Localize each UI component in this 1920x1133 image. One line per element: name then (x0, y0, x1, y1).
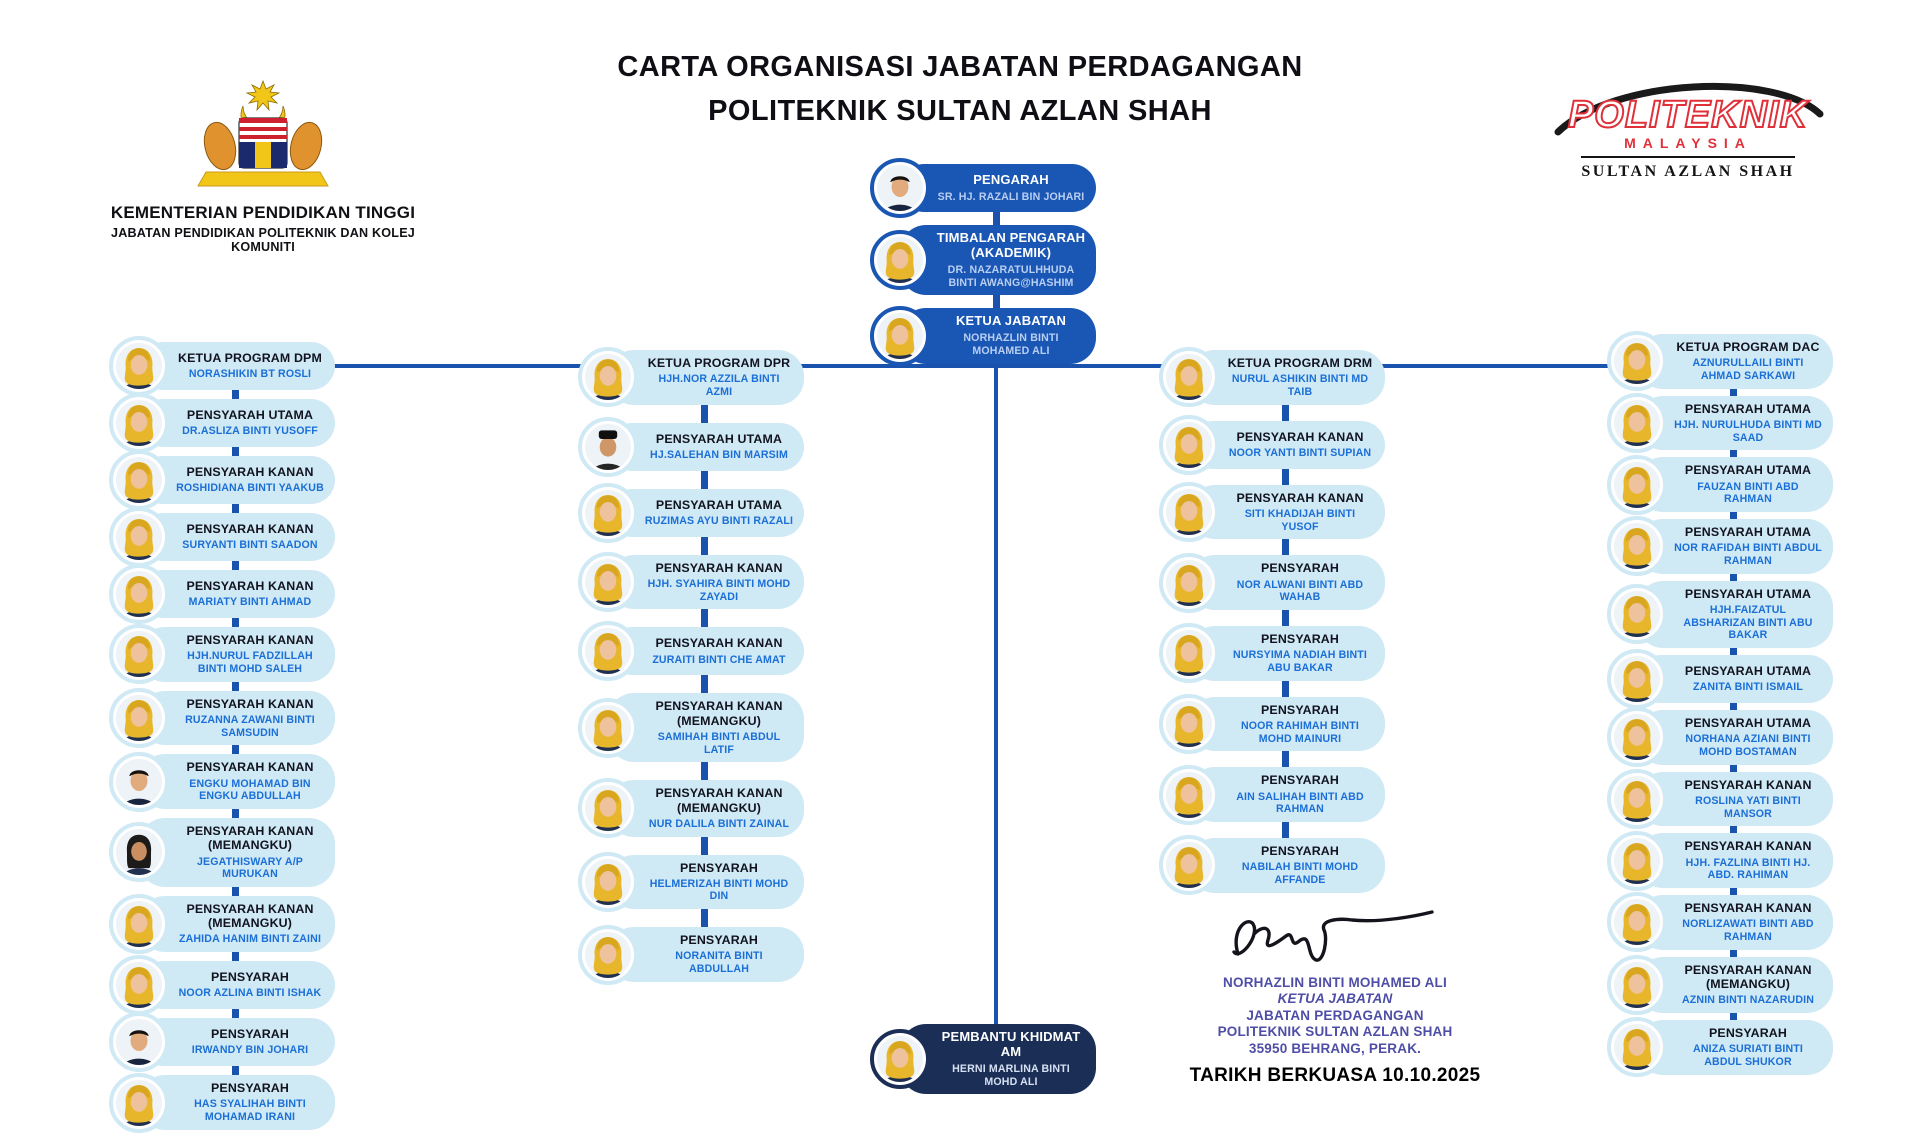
role-label: PENSYARAH KANAN (MEMANGKU) (186, 824, 314, 853)
polytechnic-logo (1548, 96, 1828, 181)
org-node (870, 1024, 1096, 1094)
person-name: SR. HJ. RAZALI BIN JOHARI (937, 190, 1085, 203)
person-name: ROSLINA YATI BINTI MANSOR (1695, 795, 1801, 820)
role-label: KETUA PROGRAM DPM (178, 351, 322, 366)
role-label: PENGARAH (973, 171, 1049, 187)
column-dpm (109, 342, 335, 1130)
connector-bar (1730, 826, 1737, 833)
connector-bar (1282, 539, 1289, 555)
org-node (578, 693, 804, 762)
org-node (1607, 396, 1833, 451)
role-label: PENSYARAH (1260, 561, 1339, 576)
role-label: PENSYARAH KANAN (1684, 901, 1812, 916)
person-name: SURYANTI BINTI SAADON (182, 539, 318, 552)
org-node (578, 350, 804, 405)
stamp-line: POLITEKNIK SULTAN AZLAN SHAH (1217, 1024, 1453, 1040)
person-name: RUZIMAS AYU BINTI RAZALI (644, 514, 794, 527)
org-node (1159, 485, 1385, 540)
role-label: PENSYARAH KANAN (1236, 429, 1364, 444)
column-drm (1159, 350, 1385, 893)
person-name: NORHAZLIN BINTI MOHAMED ALI (963, 332, 1059, 357)
role-label: PENSYARAH UTAMA (1684, 664, 1812, 679)
woman-photo (1607, 1017, 1667, 1077)
person-name: AZNIN BINTI NAZARUDIN (1681, 994, 1815, 1007)
role-label: PENSYARAH (1260, 844, 1339, 859)
org-node (1607, 655, 1833, 703)
role-label: PENSYARAH KANAN (1236, 490, 1364, 505)
role-label: PENSYARAH (1260, 632, 1339, 647)
person-name: NORLIZAWATI BINTI ABD RAHMAN (1682, 918, 1814, 944)
connector-bar (232, 745, 239, 754)
man-photo (109, 752, 169, 812)
org-node (109, 896, 335, 952)
ministry-logo (88, 80, 438, 254)
malaysia-wordmark: MALAYSIA (1624, 135, 1752, 151)
org-node (870, 164, 1096, 212)
role-label: PENSYARAH KANAN (1684, 777, 1812, 792)
person-name: NURSYIMA NADIAH BINTI ABU BAKAR (1233, 649, 1367, 674)
person-name: DR.ASLIZA BINTI YUSOFF (182, 425, 318, 438)
woman-photo (870, 306, 930, 366)
woman-photo (1607, 892, 1667, 952)
person-name: RUZANNA ZAWANI BINTI SAMSUDIN (185, 713, 315, 739)
org-node (109, 456, 335, 504)
person-name: FAUZAN BINTI ABD RAHMAN (1697, 480, 1799, 506)
org-node (109, 513, 335, 561)
connector-bar (1730, 888, 1737, 895)
woman-photo (1607, 331, 1667, 391)
org-node (1607, 457, 1833, 512)
org-node (578, 855, 804, 910)
connector-bar (232, 1009, 239, 1018)
person-name: NOOR RAHIMAH BINTI MOHD MAINURI (1240, 719, 1360, 745)
org-node (109, 1018, 335, 1066)
org-node (1607, 833, 1833, 888)
role-label: PENSYARAH KANAN (MEMANGKU) (186, 901, 314, 931)
role-label: KETUA PROGRAM DRM (1227, 356, 1373, 370)
woman-photo (109, 507, 169, 567)
woman-photo (1607, 455, 1667, 515)
woman-photo (1607, 955, 1667, 1015)
connector-bar (1282, 681, 1289, 697)
woman-photo (109, 688, 169, 748)
role-label: PEMBANTU KHIDMAT AM (941, 1029, 1081, 1059)
org-node (1159, 555, 1385, 610)
connector-bar (701, 675, 708, 693)
woman-photo (1607, 831, 1667, 891)
page-title-line1: CARTA ORGANISASI JABATAN PERDAGANGAN (617, 51, 1303, 83)
role-label: PENSYARAH KANAN (MEMANGKU) (655, 699, 783, 728)
woman-photo (578, 621, 638, 681)
woman-photo (1159, 694, 1219, 754)
woman-photo (1607, 516, 1667, 576)
person-name: IRWANDY BIN JOHARI (191, 1044, 309, 1057)
role-label: PENSYARAH (1708, 1025, 1787, 1040)
org-node (578, 489, 804, 537)
man-photo (109, 1012, 169, 1072)
woman-photo (1607, 584, 1667, 644)
woman-photo (870, 1029, 930, 1089)
role-label: PENSYARAH KANAN (186, 465, 314, 480)
man-photo (870, 158, 930, 218)
role-label: TIMBALAN PENGARAH (AKADEMIK) (936, 230, 1086, 260)
woman-photo (109, 894, 169, 954)
connector-bar (1282, 822, 1289, 838)
org-node (109, 818, 335, 887)
org-node (1607, 710, 1833, 765)
org-node (578, 627, 804, 675)
role-label: KETUA JABATAN (955, 313, 1067, 329)
woman-photo (109, 955, 169, 1015)
woman-photo (109, 1073, 169, 1133)
org-node (1607, 519, 1833, 574)
org-node (578, 555, 804, 610)
person-name: DR. NAZARATULHHUDA BINTI AWANG@HASHIM (947, 263, 1075, 289)
person-name: AIN SALIHAH BINTI ABD RAHMAN (1236, 790, 1364, 816)
person-name: HJH.NURUL FADZILLAH BINTI MOHD SALEH (187, 650, 313, 675)
connector-bar (232, 682, 239, 691)
org-node (1159, 350, 1385, 405)
person-name: NOR ALWANI BINTI ABD WAHAB (1236, 578, 1364, 604)
role-label: PENSYARAH (210, 1081, 289, 1096)
person-name: HJH. SYAHIRA BINTI MOHD ZAYADI (647, 577, 791, 603)
person-name: HELMERIZAH BINTI MOHD DIN (649, 877, 789, 903)
org-node (870, 225, 1096, 295)
role-label: PENSYARAH KANAN (186, 522, 314, 537)
man-songkok-photo (578, 417, 638, 477)
person-name: NUR DALILA BINTI ZAINAL (648, 817, 790, 830)
connector-bar (1730, 1013, 1737, 1020)
role-label: PENSYARAH (210, 970, 289, 985)
connector-bar (232, 504, 239, 513)
connector-bar (701, 471, 708, 489)
org-node (1159, 421, 1385, 469)
org-node (109, 691, 335, 746)
woman-photo (109, 564, 169, 624)
stamp-text (1165, 975, 1505, 1057)
org-node (1607, 772, 1833, 827)
coat-of-arms-icon (88, 80, 438, 197)
org-node (109, 754, 335, 809)
person-name: ZURAITI BINTI CHE AMAT (652, 653, 786, 666)
connector-bar (1730, 450, 1737, 457)
person-name: NOR RAFIDAH BINTI ABDUL RAHMAN (1674, 542, 1822, 567)
woman-photo (1607, 707, 1667, 767)
role-label: PENSYARAH KANAN (186, 633, 314, 647)
person-name: ZANITA BINTI ISMAIL (1693, 681, 1803, 694)
person-name: HJH.FAIZATUL ABSHARIZAN BINTI ABU BAKAR (1683, 603, 1813, 642)
org-node (109, 1075, 335, 1130)
woman-photo (109, 393, 169, 453)
connector-bar (701, 405, 708, 423)
connector-bar (701, 537, 708, 555)
connector-bar (1730, 574, 1737, 581)
org-node (1607, 895, 1833, 950)
person-name: SITI KHADIJAH BINTI YUSOF (1244, 507, 1356, 533)
role-label: PENSYARAH UTAMA (1684, 463, 1812, 478)
woman-photo (1607, 769, 1667, 829)
person-name: NORASHIKIN BT ROSLI (188, 368, 312, 381)
connector-bar (1282, 751, 1289, 767)
connector-bar (232, 618, 239, 627)
woman-photo (1159, 623, 1219, 683)
woman-photo (870, 230, 930, 290)
stamp-line: JABATAN PERDAGANGAN (1246, 1007, 1424, 1023)
connector-bar (701, 609, 708, 627)
connector-bar (232, 447, 239, 456)
signature-block (1165, 908, 1505, 1087)
role-label: PENSYARAH (1260, 702, 1339, 717)
woman-photo (578, 778, 638, 838)
signature-scribble (1220, 908, 1450, 970)
person-name: HJH. FAZLINA BINTI HJ. ABD. RAHIMAN (1685, 856, 1811, 882)
role-label: PENSYARAH UTAMA (655, 431, 783, 446)
connector-bar (1730, 703, 1737, 710)
person-name: JEGATHISWARY A/P MURUKAN (197, 855, 303, 881)
connector-bar (1282, 469, 1289, 485)
woman-photo (109, 450, 169, 510)
connector-bar (701, 909, 708, 927)
stamp-line: NORHAZLIN BINTI MOHAMED ALI (1223, 975, 1447, 990)
person-name: HJH. NURULHUDA BINTI MD SAAD (1674, 418, 1822, 444)
org-node (1607, 1020, 1833, 1075)
org-node (1159, 697, 1385, 752)
person-name: ROSHIDIANA BINTI YAAKUB (176, 482, 324, 495)
person-name: MARIATY BINTI AHMAD (188, 596, 312, 609)
connector-bar (1730, 389, 1737, 396)
woman-photo (1607, 393, 1667, 453)
role-label: PENSYARAH (679, 933, 758, 948)
connector-bar (232, 952, 239, 961)
top-chain (870, 164, 1096, 364)
org-node (109, 570, 335, 618)
page-title-line2: POLITEKNIK SULTAN AZLAN SHAH (708, 94, 1212, 127)
role-label: PENSYARAH KANAN (186, 579, 314, 594)
connector-bar (993, 295, 1000, 308)
polytechnic-wordmark: POLITEKNIK (1567, 94, 1809, 136)
woman-photo (109, 624, 169, 684)
role-label: PENSYARAH KANAN (1684, 839, 1812, 854)
role-label: PENSYARAH UTAMA (1684, 716, 1812, 731)
role-label: PENSYARAH KANAN (MEMANGKU) (655, 786, 783, 815)
role-label: PENSYARAH UTAMA (1684, 401, 1812, 416)
role-label: PENSYARAH KANAN (655, 636, 783, 651)
role-label: PENSYARAH UTAMA (186, 408, 314, 423)
role-label: PENSYARAH UTAMA (1684, 525, 1812, 540)
stamp-line: 35950 BEHRANG, PERAK. (1248, 1040, 1422, 1056)
woman-photo (109, 336, 169, 396)
org-node (1607, 334, 1833, 389)
effective-date: TARIKH BERKUASA 10.10.2025 (1189, 1065, 1481, 1087)
role-label: PENSYARAH (1260, 773, 1339, 788)
role-label: PENSYARAH (210, 1027, 289, 1042)
role-label: PENSYARAH KANAN (186, 696, 314, 711)
connector-bar (232, 390, 239, 399)
campus-wordmark: SULTAN AZLAN SHAH (1581, 156, 1794, 181)
connector-bar (1730, 648, 1737, 655)
woman-photo (1159, 347, 1219, 407)
woman-photo (578, 347, 638, 407)
role-label: KETUA PROGRAM DPR (647, 356, 791, 370)
org-node (870, 308, 1096, 363)
connector-bar (232, 1066, 239, 1075)
person-name: NOOR YANTI BINTI SUPIAN (1228, 446, 1372, 459)
org-node (109, 627, 335, 682)
person-name: HJ.SALEHAN BIN MARSIM (650, 448, 788, 461)
person-name: NORHANA AZIANI BINTI MOHD BOSTAMAN (1685, 733, 1811, 759)
role-label: KETUA PROGRAM DAC (1676, 340, 1820, 354)
person-name: HJH.NOR AZZILA BINTI AZMI (658, 373, 780, 398)
woman-photo (1159, 482, 1219, 542)
org-node (1159, 767, 1385, 822)
org-node (578, 423, 804, 471)
person-name: NOOR AZLINA BINTI ISHAK (178, 987, 322, 1000)
connector-bar (1730, 950, 1737, 957)
connector-bar (1282, 405, 1289, 421)
role-label: PENSYARAH KANAN (186, 760, 314, 775)
person-name: NABILAH BINTI MOHD AFFANDE (1241, 861, 1359, 886)
connector-bar (701, 762, 708, 780)
connector-bar (232, 561, 239, 570)
woman-photo (578, 483, 638, 543)
role-label: PENSYARAH (679, 860, 758, 875)
org-node (109, 342, 335, 390)
org-node (1159, 838, 1385, 893)
person-name: NORANITA BINTI ABDULLAH (675, 950, 763, 976)
woman-photo (1159, 835, 1219, 895)
connector-bar (232, 809, 239, 818)
woman-photo (1159, 415, 1219, 475)
org-node (578, 927, 804, 982)
connector-bar (1730, 765, 1737, 772)
role-label: PENSYARAH KANAN (MEMANGKU) (1684, 962, 1812, 992)
woman-photo (578, 698, 638, 758)
person-name: ANIZA SURIATI BINTI ABDUL SHUKOR (1693, 1043, 1803, 1068)
support-staff-box (870, 1024, 1096, 1094)
role-label: PENSYARAH UTAMA (1684, 586, 1812, 601)
role-label: PENSYARAH UTAMA (655, 497, 783, 512)
person-name: ENGKU MOHAMAD BIN ENGKU ABDULLAH (189, 777, 311, 803)
person-name: NURUL ASHIKIN BINTI MD TAIB (1231, 373, 1369, 398)
role-label: PENSYARAH KANAN (655, 560, 783, 575)
woman-photo (1607, 649, 1667, 709)
woman-photo (578, 852, 638, 912)
column-dac (1607, 334, 1833, 1075)
connector-bar (1730, 512, 1737, 519)
connector-bar (232, 887, 239, 896)
connector-bar (993, 212, 1000, 225)
person-name: AZNURULLAILI BINTI AHMAD SARKAWI (1692, 357, 1804, 382)
org-node (109, 399, 335, 447)
person-name: SAMIHAH BINTI ABDUL LATIF (657, 730, 781, 756)
ministry-name: KEMENTERIAN PENDIDIKAN TINGGI (110, 203, 416, 222)
person-name: ZAHIDA HANIM BINTI ZAINI (178, 933, 322, 946)
woman-photo (578, 552, 638, 612)
woman-photo (1159, 553, 1219, 613)
column-dpr (578, 350, 804, 982)
woman-photo (1159, 765, 1219, 825)
connector-bar (701, 837, 708, 855)
department-name: JABATAN PENDIDIKAN POLITEKNIK DAN KOLEJ KOMUNITI (111, 226, 415, 254)
org-node (578, 780, 804, 836)
connector-bar (1282, 610, 1289, 626)
woman-photo (578, 925, 638, 985)
person-name: HERNI MARLINA BINTI MOHD ALI (952, 1062, 1070, 1088)
stamp-line: KETUA JABATAN (1277, 991, 1393, 1007)
org-node (109, 961, 335, 1009)
org-node (1607, 581, 1833, 648)
person-name: HAS SYALIHAH BINTI MOHAMAD IRANI (194, 1098, 306, 1124)
woman-hair-photo (109, 822, 169, 882)
org-node (1159, 626, 1385, 681)
org-node (1607, 957, 1833, 1013)
